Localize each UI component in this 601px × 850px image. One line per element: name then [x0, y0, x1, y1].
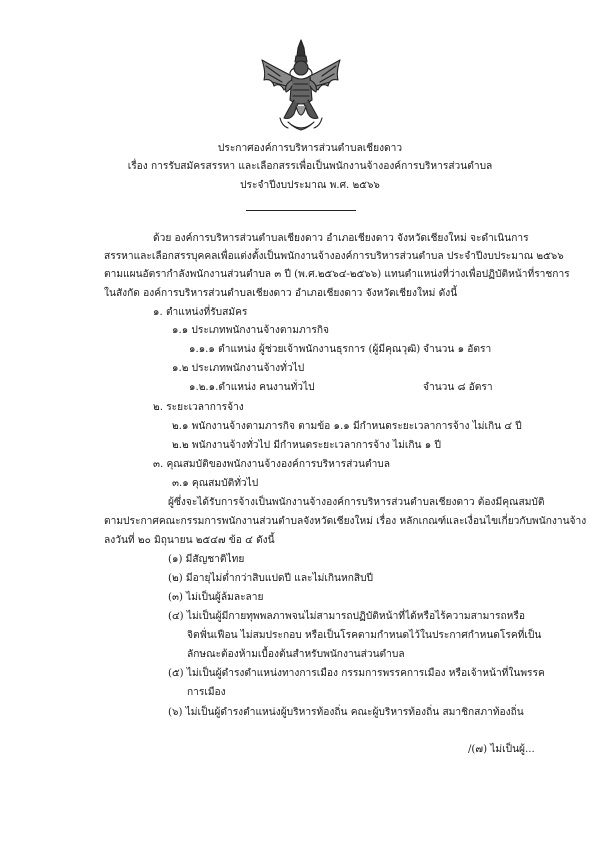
section-1-2-title: ๑.๒ ประเภทพนักงานจ้างทั่วไป [172, 363, 305, 374]
position-1-2-1: ๑.๒.๑.ตำแหน่ง คนงานทั่วไป [189, 382, 315, 393]
section-3-1-title: ๓.๑ คุณสมบัติทั่วไป [172, 478, 259, 489]
intro-line: สรรหาและเลือกสรรบุคคลเพื่อแต่งตั้งเป็นพนักงานจ้างองค์การบริหารส่วนตำบล ประจำปีงบประมาณ ๒๕๖๖ [104, 251, 564, 262]
garuda-emblem-icon [258, 38, 344, 138]
continuation-note: /(๗) ไม่เป็นผู้... [468, 744, 535, 755]
qualification-para: ตามประกาศคณะกรรมการพนักงานส่วนตำบลจังหวัดเชียงใหม่ เรื่อง หลักเกณฑ์และเงื่อนไขเกี่ยวกับพนักงานจ้าง [104, 516, 587, 527]
qualification-item: (๒) มีอายุไม่ต่ำกว่าสิบแปดปี และไม่เกินหกสิบปี [168, 573, 374, 584]
announcement-title: ประกาศองค์การบริหารส่วนตำบลเชียงดาว [217, 143, 403, 154]
qualification-item-cont: ลักษณะต้องห้ามเบื้องต้นสำหรับพนักงานส่วนตำบล [187, 649, 405, 660]
qualification-item: (๓) ไม่เป็นผู้ล้มละลาย [168, 592, 264, 603]
section-3-title: ๓. คุณสมบัติของพนักงานจ้างองค์การบริหารส่วนตำบล [153, 459, 391, 470]
qualification-item: (๑) มีสัญชาติไทย [168, 554, 245, 565]
qualification-para: ลงวันที่ ๒๐ มิถุนายน ๒๕๔๗ ข้อ ๔ ดังนี้ [104, 535, 275, 546]
intro-line: ด้วย องค์การบริหารส่วนตำบลเชียงดาว อำเภอเชียงดาว จังหวัดเชียงใหม่ จะดำเนินการ [153, 233, 529, 244]
intro-line: ในสังกัด องค์การบริหารส่วนตำบลเชียงดาว อำเภอเชียงดาว จังหวัดเชียงใหม่ ดังนี้ [104, 288, 458, 299]
section-2-title: ๒. ระยะเวลาการจ้าง [153, 402, 244, 413]
qualification-para: ผู้ซึ่งจะได้รับการจ้างเป็นพนักงานจ้างองค์การบริหารส่วนตำบลเชียงดาว ต้องมีคุณสมบัติ [168, 497, 545, 508]
position-1-2-1-count: จำนวน ๘ อัตรา [423, 382, 493, 393]
section-2-2: ๒.๒ พนักงานจ้างทั่วไป มีกำหนดระยะเวลาการจ้าง ไม่เกิน ๑ ปี [172, 440, 441, 451]
position-1-1-1-count: จำนวน ๑ อัตรา [423, 344, 492, 355]
announcement-subject: เรื่อง การรับสมัครสรรหา และเลือกสรรเพื่อเป็นพนักงานจ้างองค์การบริหารส่วนตำบล [127, 161, 493, 172]
qualification-item-cont: จิตฟั่นเฟือน ไม่สมประกอบ หรือเป็นโรคตามกำหนดไว้ในประกาศกำหนดโรคที่เป็น [187, 630, 542, 641]
qualification-item-cont: การเมือง [187, 687, 226, 698]
section-1-title: ๑. ตำแหน่งที่รับสมัคร [153, 307, 248, 318]
position-1-1-1: ๑.๑.๑ ตำแหน่ง ผู้ช่วยเจ้าพนักงานธุรการ (ผู้มีคุณวุฒิ) [189, 344, 421, 355]
intro-line: ตามแผนอัตรากำลังพนักงานส่วนตำบล ๓ ปี (พ.ศ.๒๕๖๔-๒๕๖๖) แทนตำแหน่งที่ว่างเพื่อปฏิบัติหน้าที่ราชการ [104, 269, 570, 280]
title-divider [246, 210, 356, 211]
section-2-1: ๒.๑ พนักงานจ้างตามภารกิจ ตามข้อ ๑.๑ มีกำหนดระยะเวลาการจ้าง ไม่เกิน ๔ ปี [172, 421, 522, 432]
qualification-item: (๔) ไม่เป็นผู้มีกายทุพพลภาพจนไม่สามารถปฏิบัติหน้าที่ได้หรือไร้ความสามารถหรือ [168, 611, 525, 622]
qualification-item: (๖) ไม่เป็นผู้ดำรงตำแหน่งผู้บริหารท้องถิ่น คณะผู้บริหารท้องถิ่น สมาชิกสภาท้องถิ่น [168, 707, 524, 718]
qualification-item: (๕) ไม่เป็นผู้ดำรงตำแหน่งทางการเมือง กรรมการพรรคการเมือง หรือเจ้าหน้าที่ในพรรค [168, 668, 545, 679]
section-1-1-title: ๑.๑ ประเภทพนักงานจ้างตามภารกิจ [172, 325, 330, 336]
fiscal-year: ประจำปีงบประมาณ พ.ศ. ๒๕๖๖ [240, 180, 380, 191]
